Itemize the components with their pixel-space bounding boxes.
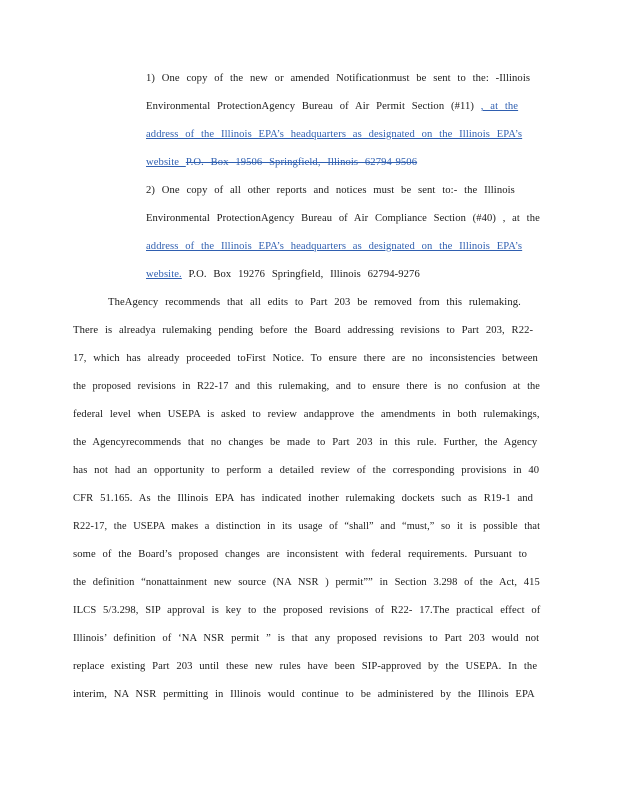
paragraph-line: Illinois’ definition of ‘NA NSR permit ” is that any proposed revisions to Part 203 would not [73,633,540,644]
paragraph-line: TheAgency recommends that all edits to Part 203 be removed from this rulemaking. [108,297,521,308]
text-run: 2) One copy of all other reports and notices must be sent to:- the Illinois [146,185,515,196]
paragraph-line: the definition “nonattainment new source (NA NSR ) permit”” in Section 3.298 of the Act, 415 [73,577,540,588]
list-item-2-line [146,184,515,198]
inserted-text: address of the Illinois EPA’s headquarters as designated on the Illinois EPA’s [146,241,523,252]
paragraph-line: federal level when USEPA is asked to review andapprove the amendments in both rulemakings, [73,409,540,420]
paragraph-line: the proposed revisions in R22-17 and this rulemaking, and to ensure there is no confusion at the [73,381,540,392]
paragraph-line: ILCS 5/3.298, SIP approval is key to the proposed revisions of R22- 17.The practical effect of [73,605,541,616]
inserted-text: website. [146,269,182,280]
paragraph-line: There is alreadya rulemaking pending before the Board addressing revisions to Part 203, R22- [73,325,534,336]
list-item-1-line [146,156,417,170]
text-run: P.O. Box 19276 Springfield, Illinois 62794-9276 [181,269,420,280]
text-run: Environmental ProtectionAgency Bureau of Air Permit Section (#11) [146,101,481,112]
list-item-2-line [146,240,522,254]
inserted-text: , at the [480,101,519,112]
list-item-1-line [146,128,522,142]
paragraph-line: CFR 51.165. As the Illinois EPA has indicated inother rulemaking dockets such as R19-1 and [73,493,534,504]
inserted-text: address of the Illinois EPA’s headquarters as designated on the Illinois EPA’s [146,129,523,140]
text-run: Environmental ProtectionAgency Bureau of Air Compliance Section (#40) , at the [146,213,540,224]
list-item-1-line [146,72,530,86]
paragraph-line: R22-17, the USEPA makes a distinction in its usage of “shall” and “must,” so it is possible that [73,521,541,532]
paragraph-line: the Agencyrecommends that no changes be made to Part 203 in this rule. Further, the Agency [73,437,538,448]
list-item-1-line [146,100,518,114]
paragraph-line: interim, NA NSR permitting in Illinois would continue to be administered by the Illinois EPA [73,689,535,700]
list-item-2-line [146,268,420,282]
paragraph-line: replace existing Part 203 until these new rules have been SIP-approved by the USEPA. In the [73,661,538,672]
paragraph-line: some of the Board’s proposed changes are inconsistent with federal requirements. Pursuant to [73,549,528,560]
paragraph-line: 17, which has already proceeded toFirst Notice. To ensure there are no inconsistencies between [73,353,538,364]
list-item-2-line [146,212,540,226]
deleted-text: P.O. Box 19506 Springfield, Illinois 62794-9506 [185,157,418,168]
paragraph-line: has not had an opportunity to perform a detailed review of the corresponding provisions in 40 [73,465,540,476]
inserted-text: website [146,157,186,168]
text-run: 1) One copy of the new or amended Notificationmust be sent to the: -Illinois [146,73,531,84]
